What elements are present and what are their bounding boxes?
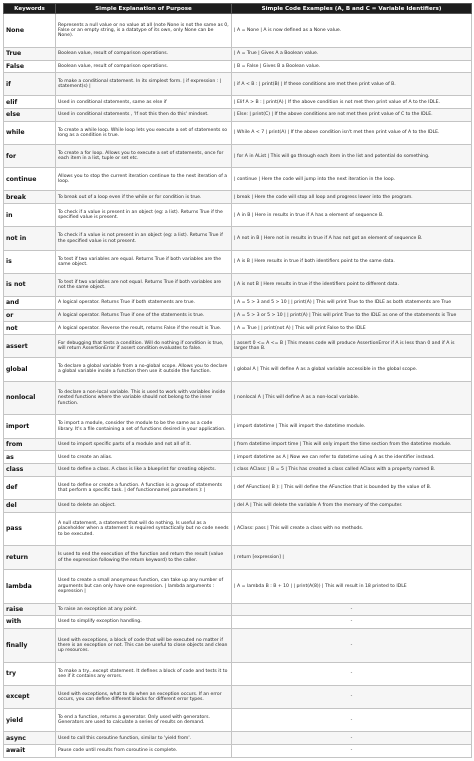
example-cell: -: [232, 732, 472, 745]
table-row: [4, 628, 472, 662]
purpose-cell: Is used to end the execution of the function and return the result (value of the expression following the return keyword) to the caller.: [56, 546, 232, 569]
example-cell: | from datetime import time | This will only import the time section from the datetime module.: [232, 438, 472, 451]
purpose-cell: A logical operator. Returns True if both statements are true.: [56, 297, 232, 310]
example-cell: | B = False | Gives B a Boolean value.: [232, 60, 472, 73]
purpose-cell: Used to create an alias.: [56, 451, 232, 464]
table-row: [4, 358, 472, 381]
table-row: [4, 144, 472, 167]
example-cell: -: [232, 616, 472, 629]
table-row: [4, 60, 472, 73]
example-cell: -: [232, 603, 472, 616]
table-row: [4, 322, 472, 335]
keyword-cell: from: [4, 438, 56, 451]
example-cell: -: [232, 628, 472, 662]
table-row: [4, 191, 472, 204]
table-row: [4, 546, 472, 569]
example-cell: | A is B | Here results in true if both identifiers point to the same data.: [232, 250, 472, 273]
example-cell: -: [232, 745, 472, 758]
keyword-cell: None: [4, 14, 56, 48]
purpose-cell: To check if a value is not present in an object (eg: a list). Returns True if the specified value is not present.: [56, 227, 232, 250]
example-cell: | Elif A > B : | print(A) | If the above condition is not met then print value of A to the IDLE.: [232, 96, 472, 109]
example-cell: | A = True | Gives A a Boolean value.: [232, 47, 472, 60]
purpose-cell: To check if a value is present in an object (eg: a list). Returns True if the specified value is present.: [56, 204, 232, 227]
purpose-cell: Used to create a small anonymous function, can take up any number of arguments but can only have one expression. | lambda arguments : expression |: [56, 569, 232, 603]
example-cell: | A = None | A is now defined as a None value.: [232, 14, 472, 48]
keyword-cell: return: [4, 546, 56, 569]
keyword-cell: not: [4, 322, 56, 335]
table-row: [4, 603, 472, 616]
keyword-cell: del: [4, 499, 56, 512]
example-cell: -: [232, 685, 472, 708]
example-cell: | A = lambda B : B + 10 | | print(A(8)) | This will result in 18 printed to IDLE: [232, 569, 472, 603]
keyword-cell: global: [4, 358, 56, 381]
keyword-cell: as: [4, 451, 56, 464]
example-cell: | if A < B : | print(B) | If these conditions are met then print value of B.: [232, 73, 472, 96]
purpose-cell: Used to import specific parts of a module and not all of it.: [56, 438, 232, 451]
table-row: [4, 415, 472, 438]
keyword-cell: class: [4, 464, 56, 477]
table-row: [4, 499, 472, 512]
purpose-cell: Boolean value, result of comparison operations.: [56, 60, 232, 73]
purpose-cell: To import a module, consider the module to be the same as a code library. It's a file containing a set of functions desired in your application.: [56, 415, 232, 438]
example-cell: | del A | This will delete the variable A from the memory of the computer.: [232, 499, 472, 512]
example-cell: | AClass: pass | This will create a class with no methods.: [232, 512, 472, 546]
table-row: [4, 745, 472, 758]
purpose-cell: For debugging that tests a condition. Will do nothing if condition is true, will return AssertionError if assert condition evaluates to false.: [56, 335, 232, 358]
example-cell: | for A in AList | This will go through each item in the list and potential do something.: [232, 144, 472, 167]
table-row: [4, 464, 472, 477]
keyword-cell: if: [4, 73, 56, 96]
keyword-cell: False: [4, 60, 56, 73]
table-row: [4, 616, 472, 629]
table-row: [4, 204, 472, 227]
keyword-cell: try: [4, 662, 56, 685]
example-cell: | A = 5 > 3 and 5 > 10 | | print(A) | This will print True to the IDLE as both statements are True: [232, 297, 472, 310]
keyword-cell: else: [4, 109, 56, 122]
header-examples: Simple Code Examples (A, B and C = Variable Identifiers): [232, 4, 472, 14]
purpose-cell: Represents a null value or no value at all (note None is not the same as 0, False or an empty string, is a datatype of its own, only None can be None).: [56, 14, 232, 48]
purpose-cell: To make a try...except statement. It defines a block of code and tests it to see if it contains any errors.: [56, 662, 232, 685]
table-row: [4, 47, 472, 60]
purpose-cell: A null statement, a statement that will do nothing. Is useful as a placeholder when a statement is required syntactically but no code needs to be executed.: [56, 512, 232, 546]
example-cell: | A is not B | Here results in true if the identifiers point to different data.: [232, 273, 472, 296]
purpose-cell: To make a conditional statement. In its simplest form. | if expression : | statement(s) |: [56, 73, 232, 96]
keyword-cell: yield: [4, 709, 56, 732]
table-row: [4, 96, 472, 109]
example-cell: | break | Here the code will stop all loop and progress lower into the program.: [232, 191, 472, 204]
keyword-cell: def: [4, 476, 56, 499]
table-row: [4, 121, 472, 144]
purpose-cell: Used in conditional statements , 'If not this then do this' mindset.: [56, 109, 232, 122]
keyword-cell: assert: [4, 335, 56, 358]
keyword-cell: or: [4, 309, 56, 322]
keyword-cell: except: [4, 685, 56, 708]
example-cell: | global A | This will define A as a global variable accessible in the global scope.: [232, 358, 472, 381]
table-row: [4, 14, 472, 48]
purpose-cell: To declare a global variable from a no-global scope. Allows you to declare a global variable inside a function then use it outside the function.: [56, 358, 232, 381]
keyword-cell: True: [4, 47, 56, 60]
keyword-cell: pass: [4, 512, 56, 546]
keyword-cell: nonlocal: [4, 381, 56, 415]
example-cell: | class AClass: | B = 5 | This has created a class called AClass with a property named B.: [232, 464, 472, 477]
keyword-cell: for: [4, 144, 56, 167]
keyword-cell: elif: [4, 96, 56, 109]
keyword-cell: with: [4, 616, 56, 629]
keyword-cell: and: [4, 297, 56, 310]
keyword-cell: not in: [4, 227, 56, 250]
keyword-cell: import: [4, 415, 56, 438]
purpose-cell: Used to call this coroutine function, similar to 'yield from'.: [56, 732, 232, 745]
table-row: [4, 381, 472, 415]
purpose-cell: Used to define a class. A class is like a blueprint for creating objects.: [56, 464, 232, 477]
table-row: [4, 335, 472, 358]
table-row: [4, 451, 472, 464]
purpose-cell: Allows you to stop the current iteration continue to the next iteration of a loop.: [56, 168, 232, 191]
table-row: [4, 662, 472, 685]
keyword-cell: finally: [4, 628, 56, 662]
purpose-cell: Pause code until results from coroutine is complete.: [56, 745, 232, 758]
keyword-cell: continue: [4, 168, 56, 191]
example-cell: | assert 0 <= A <= B | This means code will produce AssertionError if A is less than 0 and if A is larger than B.: [232, 335, 472, 358]
example-cell: -: [232, 709, 472, 732]
table-row: [4, 438, 472, 451]
example-cell: | def AFunction( B ): | This will define the AFunction that is bounded by the value of B.: [232, 476, 472, 499]
keyword-cell: while: [4, 121, 56, 144]
purpose-cell: To create a for loop. Allows you to execute a set of statements, once for each item in a list, tuple or set etc.: [56, 144, 232, 167]
purpose-cell: To test if two variables are not equal. Returns True if both variables are not the same object.: [56, 273, 232, 296]
keyword-cell: is not: [4, 273, 56, 296]
table-row: [4, 227, 472, 250]
header-purpose: Simple Explanation of Purpose: [56, 4, 232, 14]
purpose-cell: Boolean value, result of comparison operations.: [56, 47, 232, 60]
purpose-cell: A logical operator. Returns True if one of the statements is true.: [56, 309, 232, 322]
table-row: [4, 685, 472, 708]
example-cell: | While A < 7 | print(A) | If the above condition isn't met then print value of A to the IDLE.: [232, 121, 472, 144]
table-row: [4, 168, 472, 191]
keyword-cell: in: [4, 204, 56, 227]
table-body: [4, 14, 472, 758]
purpose-cell: A logical operator. Reverse the result, returns False if the result is True.: [56, 322, 232, 335]
keyword-cell: is: [4, 250, 56, 273]
purpose-cell: Used to delete an object.: [56, 499, 232, 512]
example-cell: | A not in B | Here not in results in true if A has not got an element of sequence B.: [232, 227, 472, 250]
table-row: [4, 273, 472, 296]
purpose-cell: To declare a non-local variable. This is used to work with variables inside nested functions where the variable should not belong to the inner function.: [56, 381, 232, 415]
table-row: [4, 73, 472, 96]
table-header: [4, 4, 472, 14]
purpose-cell: To end a function, returns a generator. Only used with generators. Generators are used to calculate a series of results on demand.: [56, 709, 232, 732]
example-cell: | nonlocal A | This will define A as a non-local variable.: [232, 381, 472, 415]
table-row: [4, 732, 472, 745]
table-row: [4, 709, 472, 732]
purpose-cell: To test if two variables are equal. Returns True if both variables are the same object.: [56, 250, 232, 273]
purpose-cell: Used with exceptions, a block of code that will be executed no matter if there is an exception or not. This can be useful to close objects and clean up resources.: [56, 628, 232, 662]
keyword-cell: break: [4, 191, 56, 204]
table-row: [4, 512, 472, 546]
example-cell: -: [232, 662, 472, 685]
keywords-table: [3, 3, 472, 758]
example-cell: | import datetime | This will import the datetime module.: [232, 415, 472, 438]
keyword-cell: lambda: [4, 569, 56, 603]
purpose-cell: Used in conditional statements, same as else if: [56, 96, 232, 109]
purpose-cell: To break out of a loop even if the while or for condition is true.: [56, 191, 232, 204]
example-cell: | Else: | print(C) | If the above conditions are not met then print value of C to the IDLE.: [232, 109, 472, 122]
purpose-cell: Used with exceptions, what to do when an exception occurs. If an error occurs, you can define different blocks for different error types.: [56, 685, 232, 708]
keyword-cell: await: [4, 745, 56, 758]
table-row: [4, 476, 472, 499]
purpose-cell: Used to define or create a function. A function is a group of statements that perform a specific task. | def functionname( parameters ): |: [56, 476, 232, 499]
example-cell: | A in B | Here in results in true if A has a element of sequence B.: [232, 204, 472, 227]
purpose-cell: To create a while loop. While loop lets you execute a set of statements so long as a condition is true.: [56, 121, 232, 144]
table-row: [4, 297, 472, 310]
table-row: [4, 309, 472, 322]
table-row: [4, 569, 472, 603]
table-row: [4, 250, 472, 273]
example-cell: | A = True | | print(not A) | This will print False to the IDLE: [232, 322, 472, 335]
table-row: [4, 109, 472, 122]
keyword-cell: async: [4, 732, 56, 745]
purpose-cell: Used to simplify exception handling.: [56, 616, 232, 629]
purpose-cell: To raise an exception at any point.: [56, 603, 232, 616]
keyword-cell: raise: [4, 603, 56, 616]
example-cell: | import datetime as A | Now we can refer to datetime using A as the identifier instead.: [232, 451, 472, 464]
example-cell: | continue | Here the code will jump into the next iteration in the loop.: [232, 168, 472, 191]
example-cell: | A = 5 > 3 or 5 > 10 | | print(A) | This will print True to the IDLE as one of the statements is True: [232, 309, 472, 322]
example-cell: | return [expression] |: [232, 546, 472, 569]
header-keywords: Keywords: [4, 4, 56, 14]
